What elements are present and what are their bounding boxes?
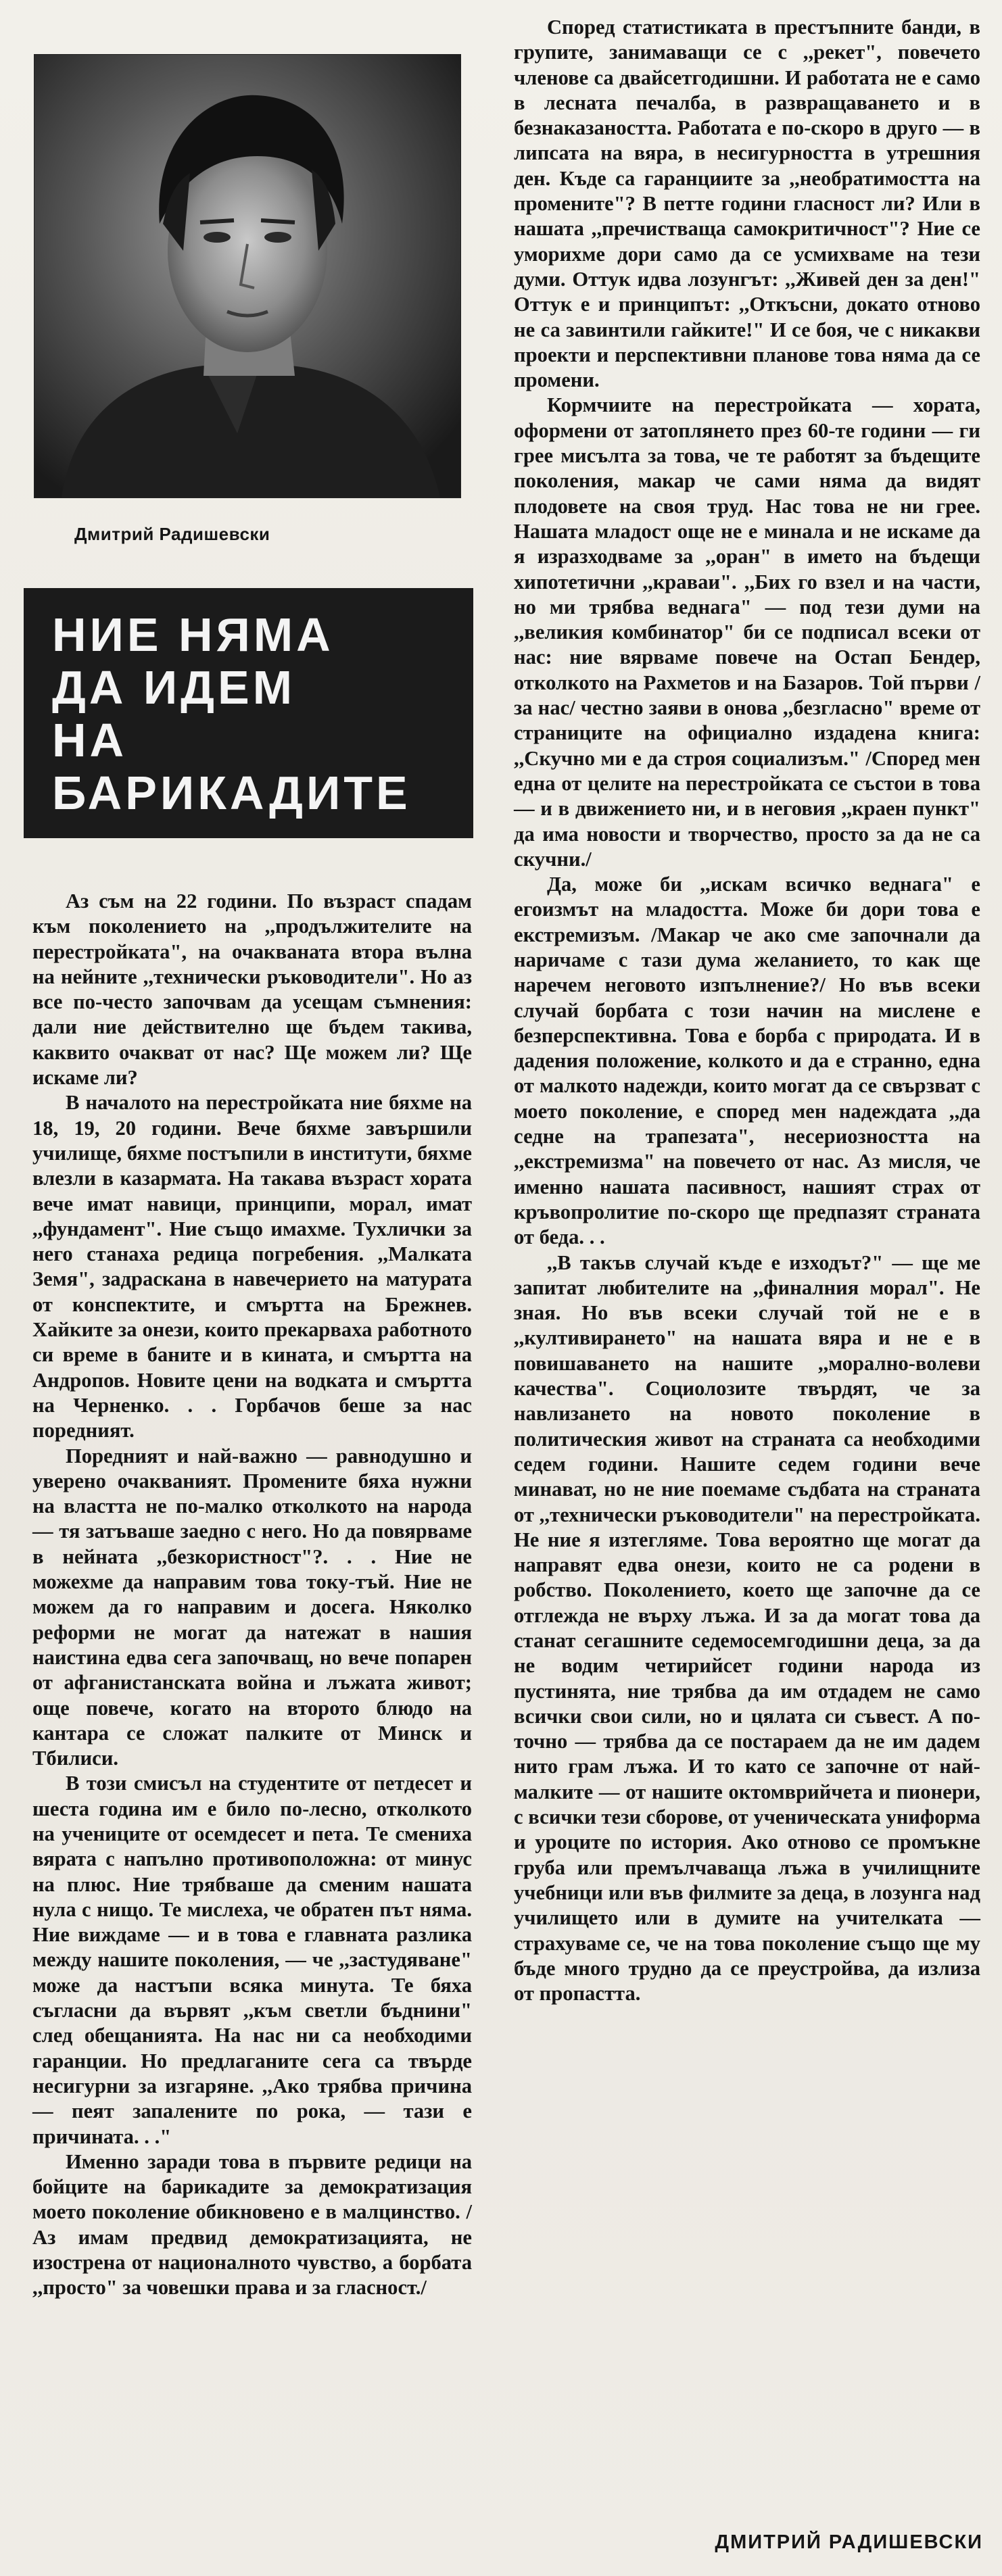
paragraph: Кормчиите на перестройката — хората, оформени от затоплянето през 60-те години — ги грее мисълта за това, че те работят за бъдещите поколения, макар че сами няма да видят плодовете на своя труд. Нас това не ни грее. Нашата младост още не е минала и не искаме да я изразходваме за ,,оран" в името на бъдещи хипотетични ,,краваи". ,,Бих го взел и на части, но ми трябва веднага" — под тези думи на ,,великия комбинатор" би се подписал всеки от нас: ние вярваме повече на Остап Бендер, отколкото на Рахметов и на Базаров. Той първи /за нас/ честно заяви в онова ,,безгласно" време от страниците на официално издадена книга: ,,Скучно ми е да строя социализъм." /Според мен една от целите на перестройката се състои в това — и в движението ни, и в неговия ,,краен пункт" да има новости и творчество, просто за да не са скучни./: [514, 393, 980, 871]
headline-line: БАРИКАДИТЕ: [52, 767, 411, 819]
headline: [52, 608, 453, 819]
paragraph: В този смисъл на студентите от петдесет и шеста година им е било по-лесно, отколкото на учениците от осемдесет и пета. Те смениха вярата с напълно противоположна: от минус на плюс. Ние трябваше да сменим нашата нула с нищо. Те мислеха, че обратен път няма. Ние виждаме — и в това е главната разлика между нашите поколения, — че ,,застудяване" може да настъпи всяка минута. Те бяха съгласни да вървят ,,към светли бъднини" след обещанията. На нас ни са необходими гаранции. Но предлаганите сега са твърде несигурни за изгаряне. ,,Ако трябва причина — пеят запалените по рока, — тази е причината. . .": [32, 1772, 472, 2148]
left-column-text: [32, 889, 472, 2301]
paragraph: Според статистиката в престъпните банди, в групите, занимаващи се с ,,рекет", повечето членове са двайсетгодишни. И работата не е само в лесната печалба, в развращаването и в безнаказаността. Работата е по-скоро в друго — в липсата на вяра, в несигурността в утрешния ден. Къде са гаранциите за ,,необратимостта на промените"? В петте години гласност ли? Или в нашата ,,пречистваща самокритичност"? Ние се уморихме дори само да се усмихваме на тези думи. Оттук идва лозунгът: ,,Живей ден за ден!" Оттук е и принципът: ,,Откъсни, докато отново не са завинтили гайките!" И се боя, че с никакви проекти и перспективни планове това няма да се промени.: [514, 16, 980, 392]
headline-line: НА: [52, 714, 128, 767]
paragraph: В началото на перестройката ние бяхме на 18, 19, 20 години. Вече бяхме завършили училище, бяхме постъпили в институти, бяхме влезли в казармата. На такава възраст хората вече имат навици, принципи, морал, имат ,,фундамент". Ние също имахме. Тухлички за него станаха редица погребения. ,,Малката Земя", задраскана в навечерието на матурата от конспектите, и смъртта на Брежнев. Хайките за онези, които прекарваха работното си време в баните и в кината, и смъртта на Андропов. Новите цени на водката и смъртта на Черненко. . . Горбачов беше за нас поредният.: [32, 1091, 472, 1442]
paragraph: Да, може би ,,искам всичко веднага" е егоизмът на младостта. Може би дори това е екстремизъм. /Макар че ако сме започнали да наричаме с тази дума желанието, то как ще наречем неговото изпълнение?/ Но във всеки случай борбата с този начин на мислене е безперспективна. Това е борба с природата. И в дадения положение, колкото и да е странно, една от малкото надежди, които могат да се свързват с моето поколение, е според мен надеждата ,,да седне на трапезата", несериозността на ,,екстремизма" на повечето от нас. Аз мисля, че именно нашата пасивност, нашият страх от кръвопролитие по-скоро ще предпазят страната от беда. . .: [514, 873, 980, 1249]
paragraph: Именно заради това в първите редици на бойците на барикадите за демократизация моето поколение обикновено е в малцинство. /Аз имам предвид демократизацията, не изострена от националното чувство, а борбата ,,просто" за човешки права и за гласност./: [32, 2149, 472, 2300]
headline-line: ДА ИДЕМ: [52, 661, 296, 714]
photo-caption: Дмитрий Радишевски: [74, 524, 270, 544]
right-column-text: [514, 15, 980, 2006]
paragraph: ,,В такъв случай къде е изходът?" — ще ме запитат любителите на ,,финалния морал". Не зная. Но във всеки случай той не е в ,,култивирането" на нашата вяра и не е в повишаването на нашите ,,морално-волеви качества". Социолозите твърдят, че за навлизането на новото поколение в политическия живот на страната са необходими седем години. Нашите седем години вече минават, но не ние поемаме съдбата на страната от ,,технически ръководители" на перестройката. Не ние я изтегляме. Това вероятно ще могат да направят едва онези, които не са родени в робство. Поколението, което ще започне да се отглежда не върху лъжа. И за да могат това да станат сегашните седемосемгодишни деца, за да не водим четирийсет години народа из пустинята, ние трябва да им отдадем не само всички свои сили, но и цялата си съвест. А по-точно — трябва да се постараем да не им дадем нито грам лъжа. И то като се започне от най-малките — от нашите октомврийчета и пионери, с всички тези сборове, от ученическата униформа и уроците по история. Ако отново се промъкне груба или премълчаваща лъжа в училищните учебници или във филмите за деца, в лозунга над училището или в думите на учителката — страхуваме се, че на това поколение също ще му бъде много трудно да се преустройва, да излиза от пропастта.: [514, 1250, 981, 2006]
headline-line: НИЕ НЯМА: [52, 608, 334, 661]
author-photo: [34, 54, 461, 498]
author-signature: ДМИТРИЙ РАДИШЕВСКИ: [715, 2531, 983, 2553]
paragraph: Аз съм на 22 години. По възраст спадам към поколението на ,,продължителите на перестройката", на очакваната втора вълна на нейните ,,технически ръководители". Но аз все по-често започвам да усещам съмнения: дали ние действително ще бъдем такива, каквито очакват от нас? Ще можем ли? Ще искаме ли?: [32, 890, 472, 1090]
paragraph: Поредният и най-важно — равнодушно и уверено очакваният. Промените бяха нужни на властта не по-малко отколкото на народа — тя затъваше заедно с него. Но да повярваме в нейната ,,безкористност"?. . . Ние не можехме да направим това току-тъй. Ние не можем да го направим и досега. Няколко реформи не могат да натежат в нашия наистина едва сега започващ, но вече попарен от афганистанската война и лъжата живот; още повече, когато на второто блюдо на кантара се сложат палките от Минск и Тбилиси.: [32, 1444, 472, 1770]
headline-box: [24, 588, 473, 838]
portrait-image: [34, 55, 460, 497]
